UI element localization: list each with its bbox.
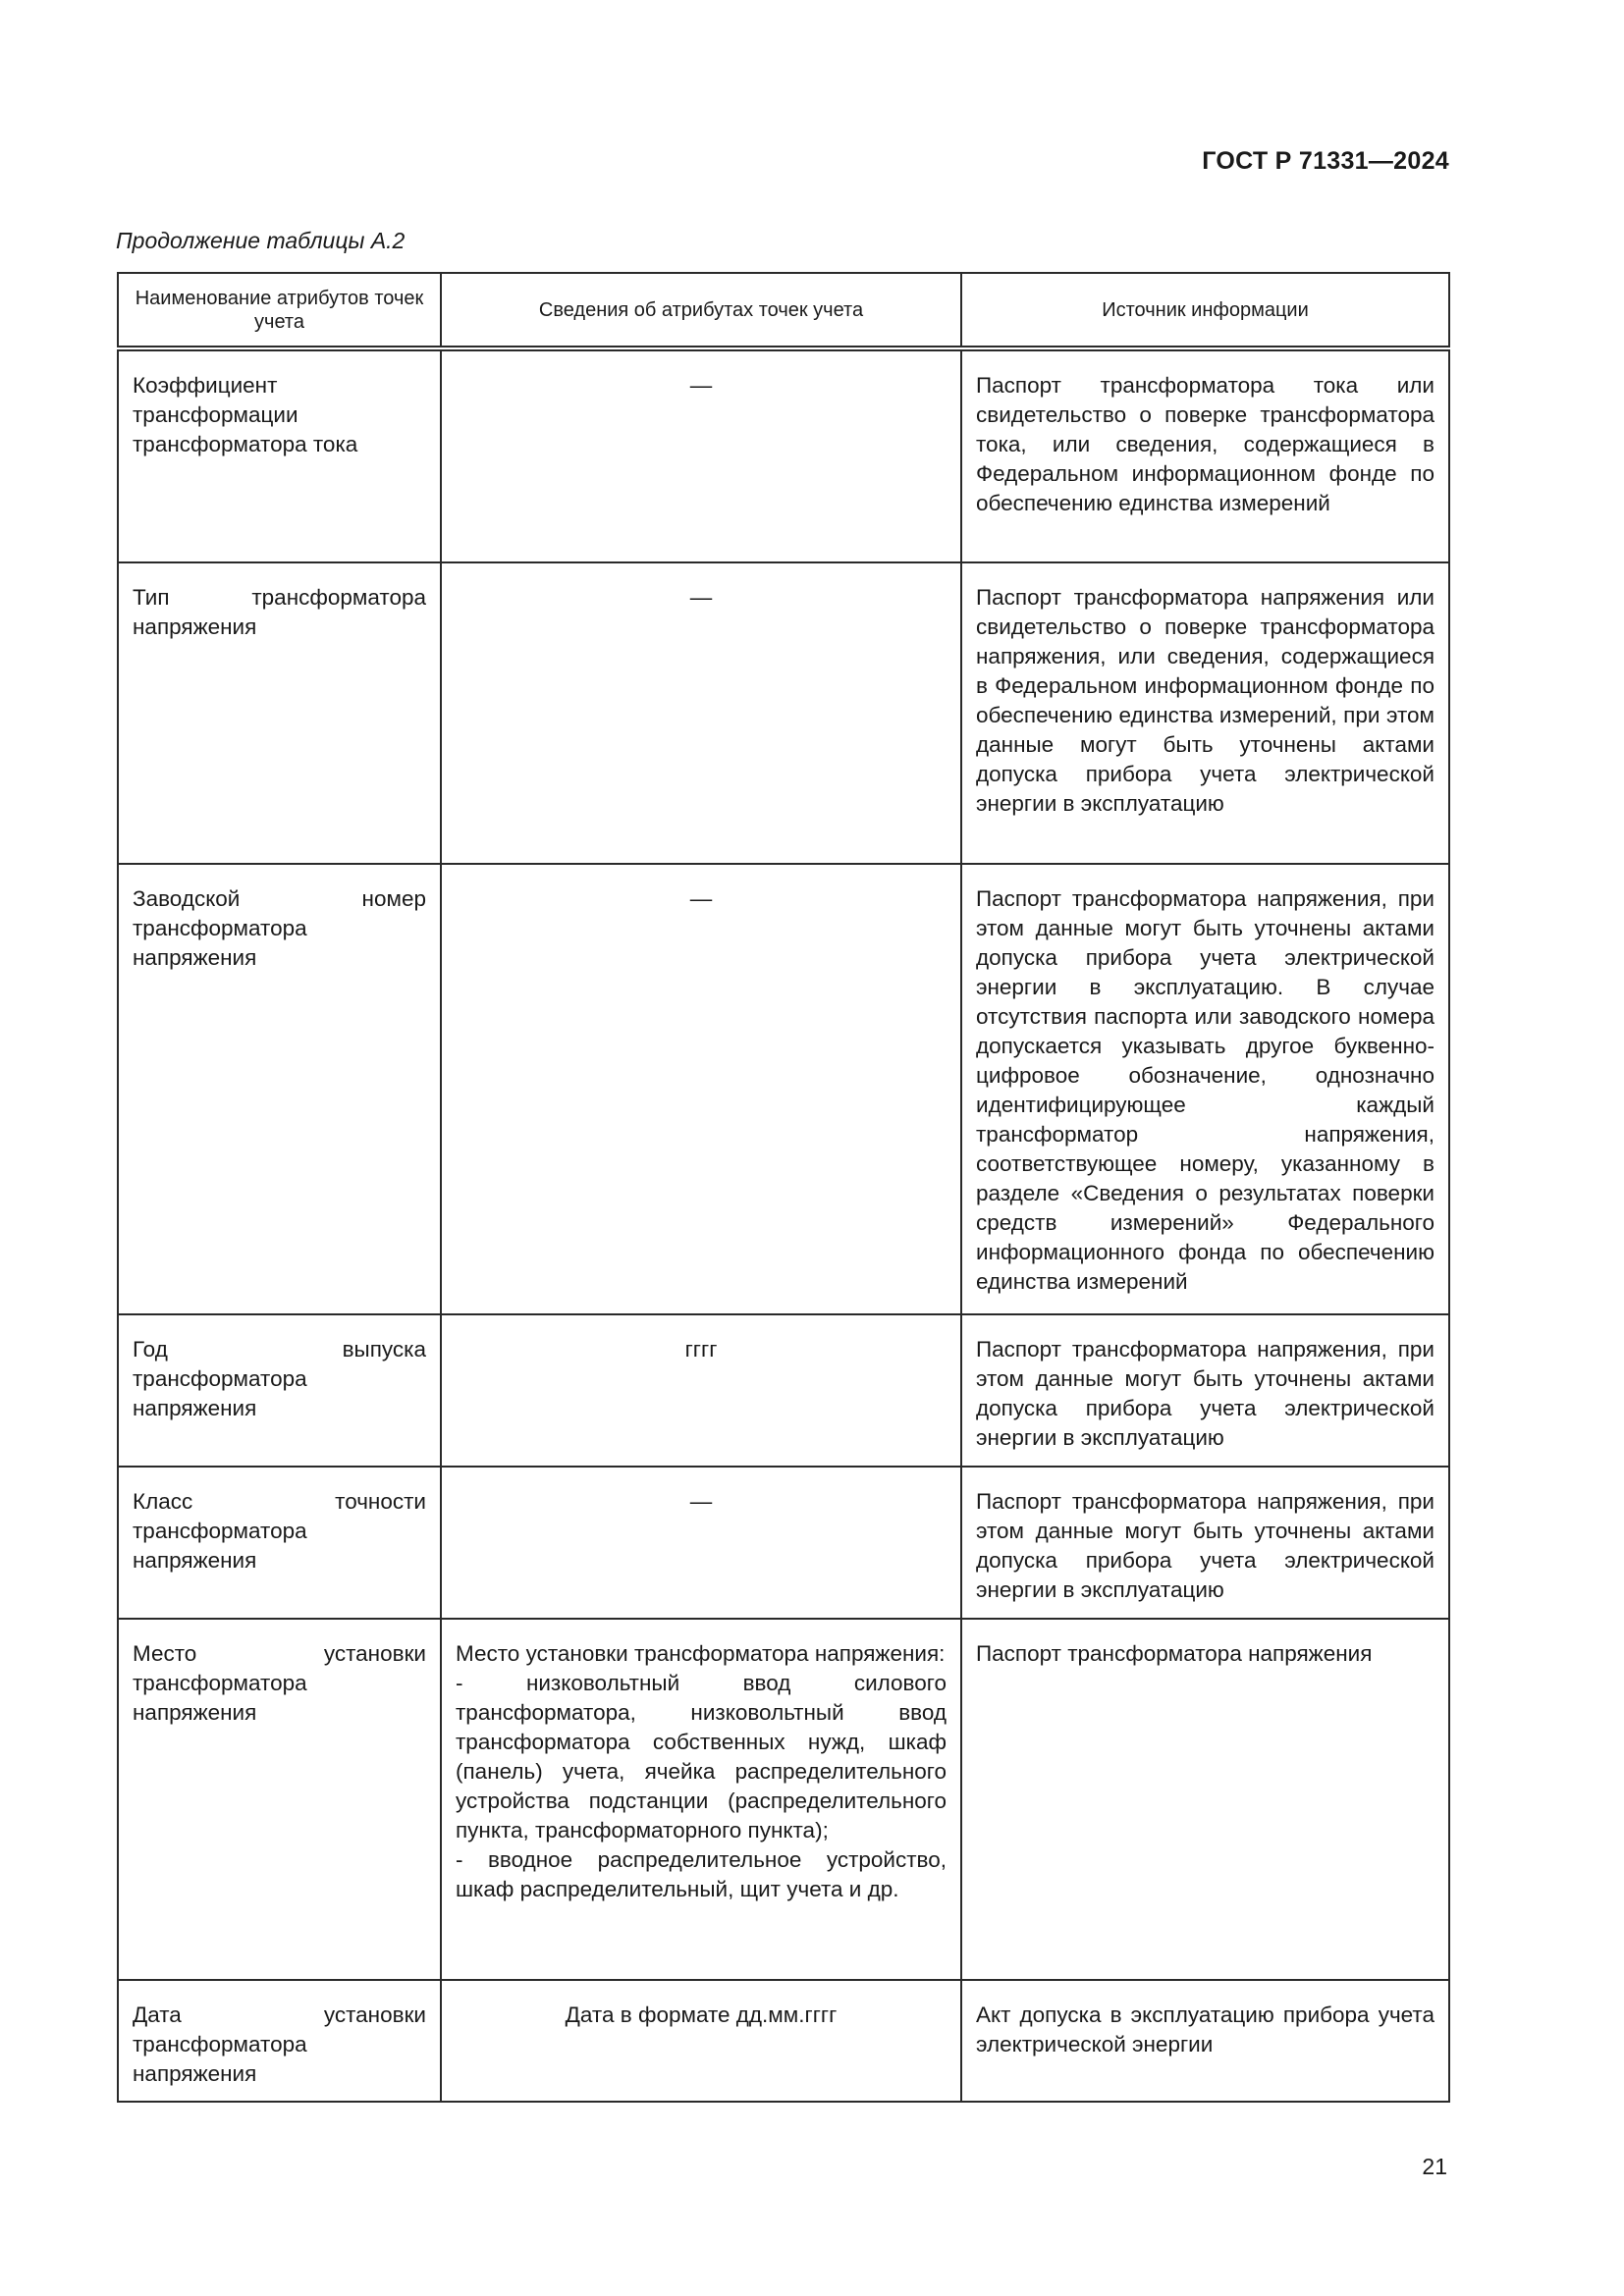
attribute-info-cell: — (441, 864, 961, 1314)
attribute-name-cell: Заводской номер трансформатора напряжения (118, 864, 441, 1314)
page-number: 21 (1422, 2154, 1447, 2179)
source-cell: Паспорт трансформатора напряжения, при этом данные могут быть уточнены актами допуска прибора учета электрической энергии в эксплуатацию. В случае отсутствия паспорта или заводского номера допускается указывать другое буквенно-цифровое обозначение, однозначно идентифицирующее каждый трансформатор напряжения, соответствующее номеру, указанному в разделе «Сведения о результатах поверки средств измерений» Федерального информационного фонда по обеспечению единства измерений (961, 864, 1449, 1314)
attribute-name-cell: Год выпуска трансформатора напряжения (118, 1314, 441, 1467)
table-row (118, 864, 1449, 1314)
attributes-table (117, 272, 1450, 2103)
attribute-name-cell: Класс точности трансформатора напряжения (118, 1467, 441, 1619)
attribute-name-cell: Дата установки трансформатора напряжения (118, 1980, 441, 2102)
attribute-name-cell: Тип трансформатора напряжения (118, 562, 441, 864)
source-cell: Паспорт трансформатора напряжения или свидетельство о поверке трансформатора напряжения, или сведения, содержащиеся в Федеральном информационном фонде по обеспечению единства измерений, при этом данные могут быть уточнены актами допуска прибора учета электрической энергии в эксплуатацию (961, 562, 1449, 864)
attribute-info-cell: — (441, 348, 961, 562)
info-line: Место установки трансформатора напряжения: (456, 1641, 946, 1666)
attribute-name-cell: Место установки трансформатора напряжения (118, 1619, 441, 1980)
table-row (118, 562, 1449, 864)
source-cell: Паспорт трансформатора тока или свидетельство о поверке трансформатора тока, или сведения, содержащиеся в Федеральном информационном фонде по обеспечению единства измерений (961, 348, 1449, 562)
attribute-info-cell: Дата в формате дд.мм.гггг (441, 1980, 961, 2102)
table-caption: Продолжение таблицы А.2 (116, 228, 406, 253)
table-row (118, 348, 1449, 562)
table-row (118, 1980, 1449, 2102)
source-cell: Паспорт трансформатора напряжения, при этом данные могут быть уточнены актами допуска прибора учета электрической энергии в эксплуатацию (961, 1467, 1449, 1619)
source-cell: Паспорт трансформатора напряжения, при этом данные могут быть уточнены актами допуска прибора учета электрической энергии в эксплуатацию (961, 1314, 1449, 1467)
table-row (118, 1314, 1449, 1467)
table-row (118, 1619, 1449, 1980)
source-cell: Паспорт трансформатора напряжения (961, 1619, 1449, 1980)
column-header-source: Источник информации (961, 273, 1449, 348)
table-header-row (118, 273, 1449, 348)
document-code: ГОСТ Р 71331—2024 (1202, 147, 1449, 175)
info-line: - низковольтный ввод силового трансформатора, низковольтный ввод трансформатора собственных нужд, шкаф (панель) учета, ячейка распределительного устройства подстанции (распределительного пункта, трансформаторного пункта); (456, 1671, 947, 1842)
attribute-info-cell: гггг (441, 1314, 961, 1467)
column-header-attribute-info: Сведения об атрибутах точек учета (441, 273, 961, 348)
source-cell: Акт допуска в эксплуатацию прибора учета электрической энергии (961, 1980, 1449, 2102)
attribute-name-cell: Коэффициент трансформации трансформатора тока (118, 348, 441, 562)
attribute-info-cell (441, 1619, 961, 1980)
attribute-info-cell: — (441, 562, 961, 864)
table-row (118, 1467, 1449, 1619)
attribute-info-cell: — (441, 1467, 961, 1619)
info-line: - вводное распределительное устройство, шкаф распределительный, щит учета и др. (456, 1847, 947, 1901)
column-header-attribute-name: Наименование атрибутов точек учета (118, 273, 441, 348)
